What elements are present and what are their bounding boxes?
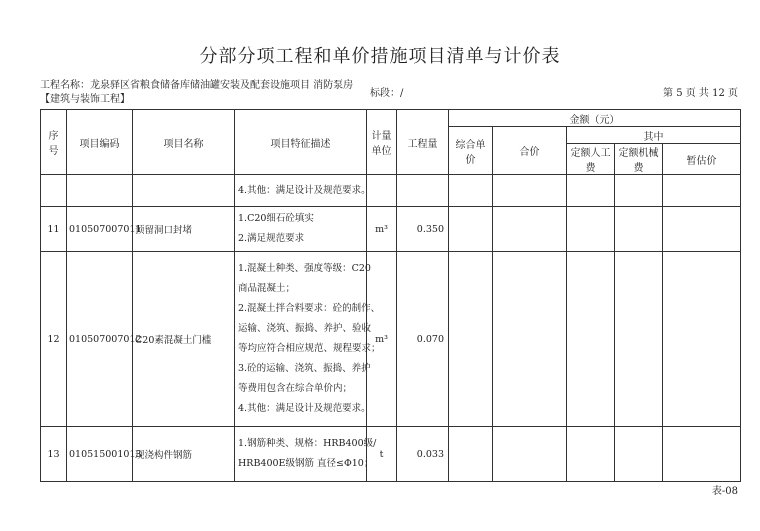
cell-unit: m³	[367, 252, 397, 427]
header-unit-price: 综合单价	[449, 127, 493, 175]
cell-unit-price	[449, 207, 493, 252]
header-code: 项目编码	[67, 110, 133, 175]
desc-line: 2.混凝土拌合料要求：砼的制作、	[238, 303, 381, 314]
cell-machine	[615, 427, 663, 482]
cell-qty: 0.033	[397, 427, 449, 482]
desc-line: 2.满足规范要求	[238, 233, 305, 244]
cell-provisional	[663, 207, 741, 252]
page-title: 分部分项工程和单价措施项目清单与计价表	[199, 46, 561, 67]
cell-machine	[615, 175, 663, 207]
table-row	[41, 207, 741, 252]
header-total: 合价	[493, 127, 567, 175]
cell-total	[493, 427, 567, 482]
cell-provisional	[663, 252, 741, 427]
header-name: 项目名称	[133, 110, 235, 175]
cell-code: 010507007011	[67, 207, 133, 252]
cell-name	[133, 175, 235, 207]
cell-total	[493, 207, 567, 252]
cell-qty: 0.350	[397, 207, 449, 252]
cell-labor	[567, 207, 615, 252]
header-among: 其中	[567, 127, 741, 144]
desc-line: 3.砼的运输、浇筑、振捣、养护	[238, 363, 371, 374]
cell-desc	[235, 207, 367, 252]
cell-total	[493, 252, 567, 427]
header-seq: 序号	[41, 110, 67, 175]
cell-desc	[235, 252, 381, 427]
desc-line: 4.其他：满足设计及规范要求。	[238, 403, 371, 414]
header-desc: 项目特征描述	[235, 110, 367, 175]
table-number: 表-08	[711, 486, 738, 497]
desc-line: 1.混凝土种类、强度等级：C20	[238, 263, 371, 274]
cell-seq: 12	[41, 252, 67, 427]
cell-unit-price	[449, 427, 493, 482]
cell-provisional	[663, 175, 741, 207]
cell-desc	[235, 427, 377, 482]
cell-name: C20素混凝土门槛	[133, 252, 235, 427]
table-row	[41, 427, 741, 482]
cell-desc	[235, 175, 371, 207]
cell-seq: 13	[41, 427, 67, 482]
cell-seq: 11	[41, 207, 67, 252]
cell-qty: 0.070	[397, 252, 449, 427]
header-unit: 计量单位	[367, 110, 397, 175]
cell-unit	[367, 175, 397, 207]
cell-labor	[567, 252, 615, 427]
desc-line: 4.其他：满足设计及规范要求。	[238, 184, 371, 196]
cell-qty	[397, 175, 449, 207]
table-row	[41, 175, 741, 207]
bill-table	[40, 109, 741, 482]
cell-unit-price	[449, 252, 493, 427]
cell-unit: m³	[367, 207, 397, 252]
desc-line: HRB400E级钢筋 直径≤Φ10；	[238, 458, 374, 469]
section-label: 标段：/	[370, 88, 404, 99]
table-row	[41, 252, 741, 427]
cell-unit-price	[449, 175, 493, 207]
cell-provisional	[663, 427, 741, 482]
desc-line: 运输、浇筑、振捣、养护、验收	[238, 323, 372, 334]
cell-code	[67, 175, 133, 207]
cell-unit: t	[367, 427, 397, 482]
project-name: 工程名称：龙泉驿区省粮食储备库储油罐安装及配套设施项目 消防泵房 【建筑与装饰工程】	[40, 80, 354, 105]
header-qty: 工程量	[397, 110, 449, 175]
cell-seq	[41, 175, 67, 207]
cell-machine	[615, 207, 663, 252]
desc-line: 等均应符合相应规范、规程要求；	[238, 343, 381, 354]
desc-line: 1.C20细石砼填实	[238, 213, 314, 224]
header-machine: 定额机械费	[615, 144, 663, 175]
cell-name: 现浇构件钢筋	[133, 427, 235, 482]
cell-name: 预留洞口封堵	[133, 207, 235, 252]
desc-line: 等费用包含在综合单价内；	[238, 383, 353, 394]
desc-line: 1.钢筋种类、规格：HRB400级/	[238, 438, 377, 449]
cell-total	[493, 175, 567, 207]
cell-code: 010515001013	[67, 427, 133, 482]
header-amount: 金额（元）	[449, 110, 741, 127]
cell-labor	[567, 427, 615, 482]
cell-code: 010507007012	[67, 252, 133, 427]
header-labor: 定额人工费	[567, 144, 615, 175]
desc-line: 商品混凝土；	[238, 283, 296, 294]
header-provisional: 暂估价	[663, 144, 741, 175]
cell-machine	[615, 252, 663, 427]
page-number: 第 5 页 共 12 页	[663, 88, 738, 99]
cell-labor	[567, 175, 615, 207]
